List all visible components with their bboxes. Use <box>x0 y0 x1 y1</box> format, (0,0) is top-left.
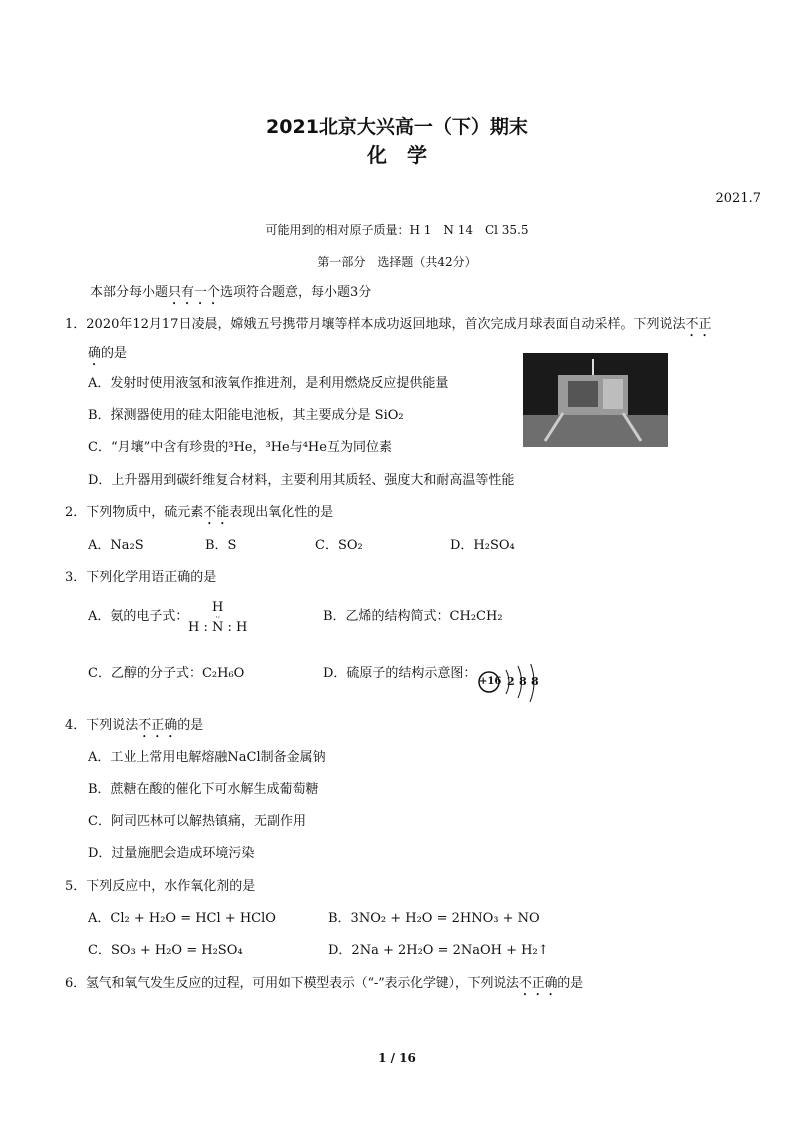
page-number: 1 / 16 <box>378 1051 416 1065</box>
question-2-option-b: B．S <box>205 538 237 553</box>
question-3-stem: 3．下列化学用语正确的是 <box>65 570 217 585</box>
question-3-option-c: C．乙醇的分子式：C₂H₆O <box>88 666 245 681</box>
nucleus-charge: +16 <box>479 676 502 687</box>
part-heading: 第一部分 选择题（共42分） <box>317 255 477 269</box>
emphasis-text: 不正确 <box>138 718 178 733</box>
question-1-stem <box>65 317 711 340</box>
emphasis-text: 不正确 <box>518 976 558 991</box>
emphasis-text: 只有一个 <box>168 285 221 300</box>
question-5-option-c: C．SO₃ + H₂O = H₂SO₄ <box>88 943 243 958</box>
emphasis-text: 不能 <box>203 505 230 520</box>
lunar-lander-photo <box>523 353 668 447</box>
text: 表现出氧化性的是 <box>229 505 334 520</box>
exam-title: 2021北京大兴高一（下）期末 <box>266 116 528 138</box>
question-4-option-c: C．阿司匹林可以解热镇痛，无副作用 <box>88 814 306 829</box>
shell-electrons: 8 <box>531 675 539 688</box>
lewis-bottom: H : N : H <box>188 620 248 635</box>
text: 1．2020年12月17日凌晨，嫦娥五号携带月壤等样本成功返回地球，首次完成月球表面自动采样。下列说法 <box>65 317 686 332</box>
emphasis-text: 不正 <box>685 317 712 332</box>
question-5-option-b: B．3NO₂ + H₂O = 2HNO₃ + NO <box>328 911 540 926</box>
question-1-option-b: B．探测器使用的硅太阳能电池板，其主要成分是 SiO₂ <box>88 408 404 423</box>
question-2-stem <box>65 505 333 528</box>
question-4-stem <box>65 718 203 741</box>
ammonia-electron-formula: H ·· H : N : H <box>188 600 248 635</box>
question-2-option-c: C．SO₂ <box>315 538 363 553</box>
sulfur-atom-diagram <box>478 664 548 708</box>
text: 选项符合题意，每小题3分 <box>220 285 372 300</box>
question-1-option-c: C．“月壤”中含有珍贵的³He，³He与⁴He互为同位素 <box>88 440 392 455</box>
text: 的是 <box>177 718 204 733</box>
question-5-option-a: A．Cl₂ + H₂O = HCl + HClO <box>88 911 276 926</box>
question-4-option-d: D．过量施肥会造成环境污染 <box>88 846 255 861</box>
text: 本部分每小题 <box>90 285 169 300</box>
question-5-stem: 5．下列反应中，水作氧化剂的是 <box>65 879 256 894</box>
question-5-option-d: D．2Na + 2H₂O = 2NaOH + H₂↑ <box>328 943 549 958</box>
lewis-top: H <box>212 600 224 615</box>
question-3-option-d: D．硫原子的结构示意图： <box>323 666 477 681</box>
atomic-masses: 可能用到的相对原子质量：H 1 N 14 Cl 35.5 <box>265 223 529 237</box>
question-6-stem <box>65 976 583 999</box>
exam-date: 2021.7 <box>715 191 761 206</box>
shell-electrons: 2 <box>507 675 515 688</box>
text: 4．下列说法 <box>65 718 139 733</box>
question-2-option-d: D．H₂SO₄ <box>450 538 515 553</box>
question-4-option-b: B．蔗糖在酸的催化下可水解生成葡萄糖 <box>88 782 319 797</box>
question-1-stem-cont <box>88 346 127 369</box>
text: 的是 <box>101 346 128 361</box>
text: 2．下列物质中，硫元素 <box>65 505 204 520</box>
subject-title: 化 学 <box>367 143 427 167</box>
question-4-option-a: A．工业上常用电解熔融NaCl制备金属钠 <box>88 750 326 765</box>
question-2-option-a: A．Na₂S <box>88 538 144 553</box>
question-1-option-a: A．发射时使用液氢和液氧作推进剂，是利用燃烧反应提供能量 <box>88 376 449 391</box>
question-3-option-a: A．氨的电子式： <box>88 609 189 624</box>
instruction <box>90 285 371 308</box>
text: 的是 <box>557 976 583 991</box>
emphasis-text: 确 <box>88 346 102 361</box>
text: 6．氢气和氧气发生反应的过程，可用如下模型表示（“-”表示化学键），下列说法 <box>65 976 519 991</box>
shell-electrons: 8 <box>519 675 527 688</box>
question-3-option-b: B．乙烯的结构简式：CH₂CH₂ <box>323 609 503 624</box>
question-1-option-d: D．上升器用到碳纤维复合材料，主要利用其质轻、强度大和耐高温等性能 <box>88 473 515 488</box>
